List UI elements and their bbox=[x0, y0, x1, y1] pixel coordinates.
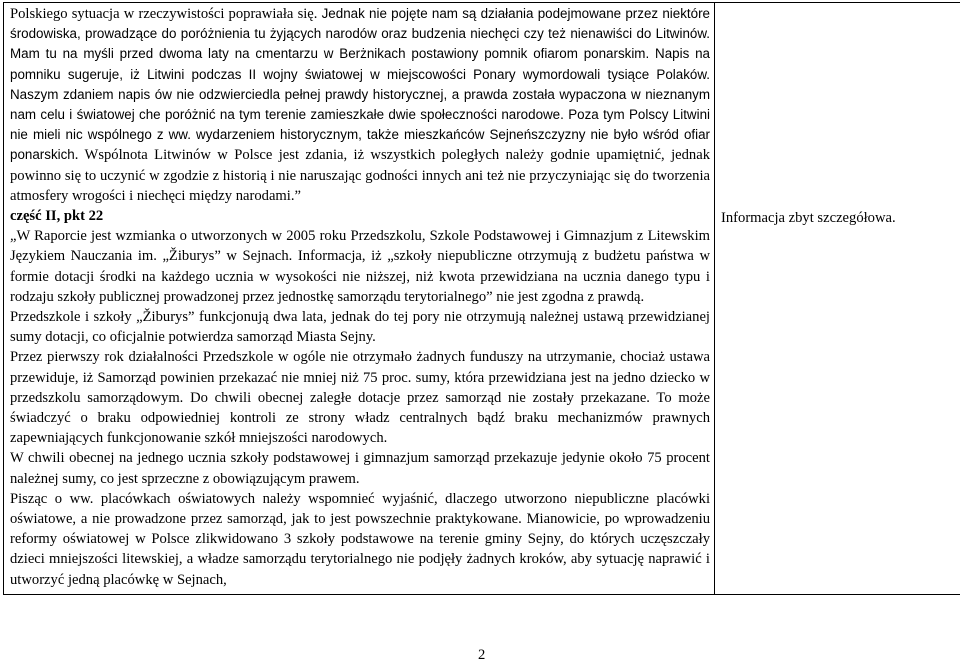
paragraph-3: Przez pierwszy rok działalności Przedszkole w ogóle nie otrzymało żadnych funduszy na utrzymanie, chociaż ustawa przewiduje, iż Samorząd powinien przekazać nie mniej niż 75 proc. sumy, która przewidziana jest na jedno dziecko w przedszkolu samorządowym. Do chwili obecnej zaległe dotacje przez samorząd nie zostały przekazane. To może świadczyć o braku odpowiedniej kontroli ze strony władz centralnych bądź braku mechanizmów prawnych zapewniających funkcjonowanie szkół mniejszości narodowych. bbox=[10, 347, 710, 448]
paragraph-4: W chwili obecnej na jednego ucznia szkoły podstawowej i gimnazjum samorząd przekazuje jedynie około 75 procent należnej sumy, co jest sprzeczne z obowiązującym prawem. bbox=[10, 448, 710, 488]
document-table bbox=[3, 2, 960, 595]
table-row bbox=[4, 3, 960, 595]
paragraph-5: Pisząc o ww. placówkach oświatowych należy wspomnieć wyjaśnić, dlaczego utworzono niepubliczne placówki oświatowe, a nie prowadzone przez samorząd, jak to jest powszechnie praktykowane. Mianowicie, po wprowadzeniu reformy oświatowej w Polsce zlikwidowano 3 szkoły podstawowe na terenie gminy Sejny, do których uczęszczały dzieci mniejszości litewskiej, a władze samorządu terytorialnego nie podjęły żadnych kroków, aby sytuację naprawić i utworzyć jedną placówkę w Sejnach, bbox=[10, 489, 710, 590]
intro-part-3: . Wspólnota Litwinów w Polsce jest zdania, iż wszystkich poległych należy godnie upamiętnić, jednak powinno się to uczynić w zgodzie z historią i nie naruszając godności innych ani też nie przyczyniając się do tworzenia atmosfery wrogości i niechęci między narodami.” bbox=[10, 147, 710, 203]
review-note: Informacja zbyt szczegółowa. bbox=[721, 208, 896, 228]
intro-paragraph bbox=[10, 4, 710, 206]
page-number: 2 bbox=[478, 647, 485, 664]
section-heading: część II, pkt 22 bbox=[10, 206, 710, 226]
paragraph-2: Przedszkole i szkoły „Žiburys” funkcjonują dwa lata, jednak do tej pory nie otrzymują należnej ustawą przewidzianej sumy dotacji, co oficjalnie potwierdza samorząd Miasta Sejny. bbox=[10, 307, 710, 347]
intro-part-1: Polskiego sytuacja w rzeczywistości poprawiała się. bbox=[10, 6, 322, 22]
left-column-cell bbox=[4, 3, 715, 595]
paragraph-1: „W Raporcie jest wzmianka o utworzonych w 2005 roku Przedszkolu, Szkole Podstawowej i Gimnazjum z Litewskim Językiem Nauczania im. „Žiburys” w Sejnach. Informacja, iż „szkoły niepubliczne otrzymują z budżetu państwa w formie dotacji środki na każdego ucznia w wysokości nie niższej, niż kwota przewidziana na ucznia danego typu i rodzaju szkoły publicznej prowadzonej przez jednostkę samorządu terytorialnego” nie jest zgodna z prawdą. bbox=[10, 226, 710, 307]
intro-part-2: Jednak nie pojęte nam są działania podejmowane przez niektóre środowiska, prowadzące do poróżnienia tu żyjących narodów oraz budzenia niechęci czy też nienawiści do Litwinów. Mam tu na myśli przed dwoma laty na cmentarzu w Berżnikach postawiony pomnik ofiarom ponarskim. Napis na pomniku sugeruje, iż Litwini podczas II wojny światowej w miejscowości Ponary wymordowali tysiące Polaków. Naszym zdaniem napis ów nie odzwierciedla pełnej prawdy historycznej, a prawda została wypaczona w nieznanym nam celu i światowej che poróżnić na tym terenie zamieszkałe dwie społeczności narodowe. Poza tym Polscy Litwini nie mieli nic wspólnego z ww. wydarzeniem historycznym, także mieszkańców Sejneńszczyzny nie było wśród ofiar ponarskich bbox=[10, 6, 710, 162]
right-column-cell bbox=[715, 3, 960, 595]
